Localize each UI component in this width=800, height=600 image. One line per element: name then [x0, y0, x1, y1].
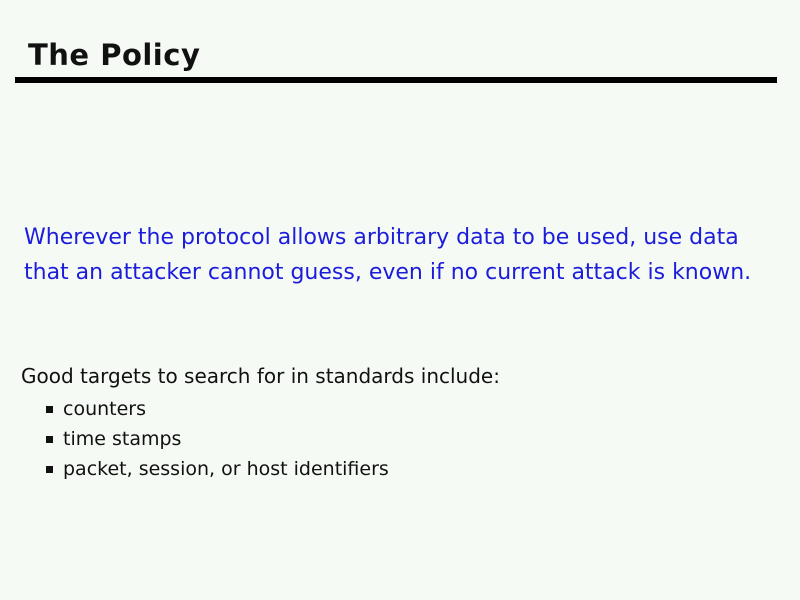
square-bullet-icon — [46, 466, 53, 473]
targets-list — [46, 394, 389, 484]
list-item — [46, 454, 389, 484]
policy-statement-line-2: that an attacker cannot guess, even if no current attack is known. — [24, 260, 752, 285]
square-bullet-icon — [46, 436, 53, 443]
policy-statement-line-1: Wherever the protocol allows arbitrary data to be used, use data — [24, 225, 739, 250]
slide-title: The Policy — [28, 38, 201, 72]
list-item — [46, 424, 389, 454]
list-item-label: counters — [63, 398, 147, 420]
list-item-label: packet, session, or host identifiers — [63, 458, 389, 480]
square-bullet-icon — [46, 406, 53, 413]
list-item-label: time stamps — [63, 428, 182, 450]
list-item — [46, 394, 389, 424]
title-underline — [15, 77, 777, 83]
policy-statement — [24, 220, 784, 290]
targets-intro: Good targets to search for in standards include: — [21, 364, 500, 388]
